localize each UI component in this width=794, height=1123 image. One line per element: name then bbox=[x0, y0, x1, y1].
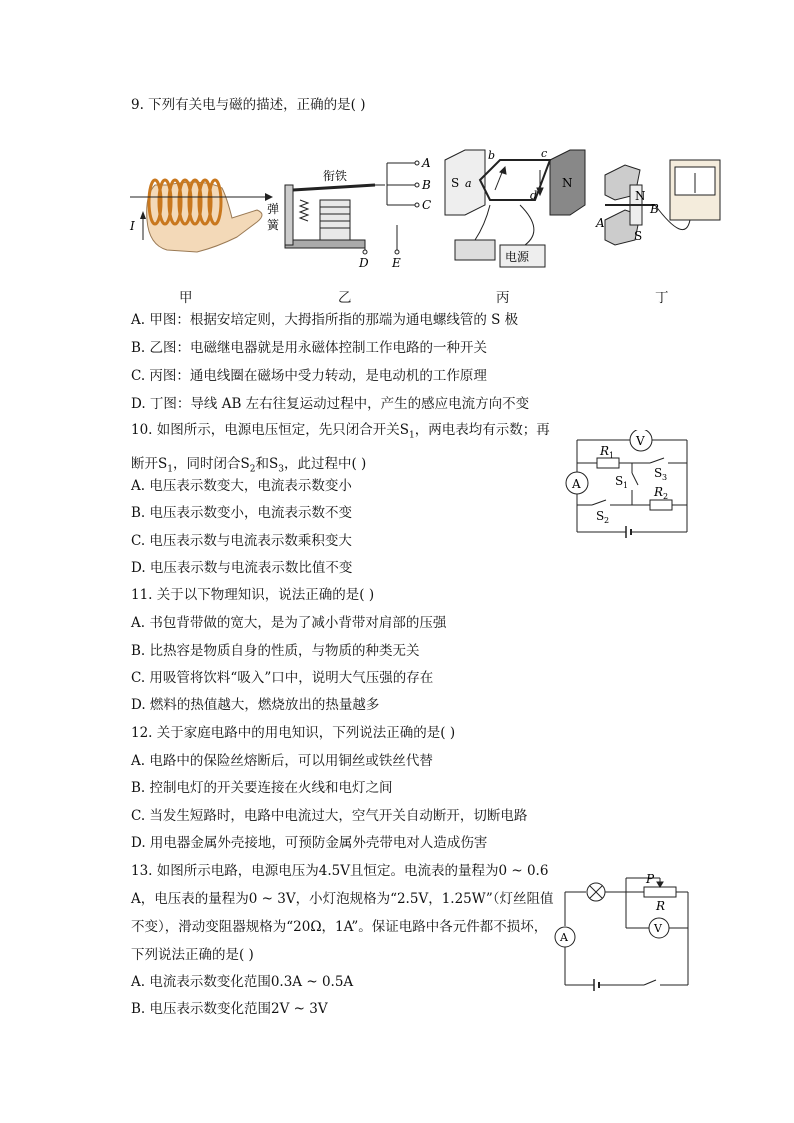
r1-label: R bbox=[600, 444, 610, 458]
ammeter-label: A bbox=[572, 477, 581, 491]
s1-label: S bbox=[615, 474, 624, 488]
q11-option-d: D. 燃料的热值越大，燃烧放出的热量越多 bbox=[131, 697, 380, 713]
q12-option-a: A. 电路中的保险丝熔断后，可以用铜丝或铁丝代替 bbox=[131, 753, 433, 769]
q10-stem: 10. 如图所示，电源电压恒定，先只闭合开关$S_1$，两电表均有示数；再断开$S_1$，同时闭合$S_2$和$S_3$，此过程中( ) bbox=[131, 422, 550, 475]
label-power: 电源 bbox=[505, 250, 530, 264]
svg-text:2: 2 bbox=[663, 492, 669, 501]
s3-label: S bbox=[654, 466, 663, 480]
label-I: I bbox=[130, 219, 135, 233]
label-D: D bbox=[359, 256, 369, 270]
caption-jia: 甲 bbox=[179, 290, 193, 306]
label-spring-2: 簧 bbox=[267, 218, 280, 232]
q10-option-d: D. 电压表示数与电流表示数比值不变 bbox=[131, 560, 353, 576]
label-A: A bbox=[422, 156, 431, 170]
svg-text:1: 1 bbox=[623, 481, 629, 490]
label-B: B bbox=[422, 178, 431, 192]
p-label: P bbox=[646, 872, 655, 886]
r-label: R bbox=[656, 899, 666, 913]
figure-ding bbox=[605, 160, 720, 245]
label-ding-B: B bbox=[650, 202, 659, 216]
caption-ding: 丁 bbox=[655, 290, 669, 306]
q10-option-a: A. 电压表示数变大，电流表示数变小 bbox=[131, 478, 352, 494]
label-S: S bbox=[451, 176, 460, 190]
q9-option-c: C. 丙图：通电线圈在磁场中受力转动，是电动机的工作原理 bbox=[131, 368, 487, 384]
q13-option-b: B. 电压表示数变化范围2V ~ 3V bbox=[131, 1001, 328, 1017]
r2-label: R bbox=[654, 485, 664, 499]
q12-stem: 12. 关于家庭电路中的用电知识，下列说法正确的是( ) bbox=[131, 725, 456, 741]
voltmeter-label: V bbox=[636, 434, 645, 448]
label-ding-A: A bbox=[596, 216, 605, 230]
q13-ammeter-label: A bbox=[560, 931, 568, 944]
q12-option-b: B. 控制电灯的开关要连接在火线和电灯之间 bbox=[131, 780, 393, 796]
q10-circuit bbox=[562, 430, 692, 540]
q13-stem: 13. 如图所示电路，电源电压为4.5V且恒定。电流表的量程为0 ~ 0.6 A，电压表的量程为0 ~ 3V，小灯泡规格为“2.5V，1.25W”（灯丝阻值不变），滑动变阻器规格为“20Ω，1A”。保证电路中各元件都不损坏，下列说法正确的是( ) bbox=[131, 863, 554, 963]
label-ding-S: S bbox=[634, 229, 643, 243]
q10-option-c: C. 电压表示数与电流表示数乘积变大 bbox=[131, 533, 352, 549]
label-C: C bbox=[422, 198, 432, 212]
q13-voltmeter-label: V bbox=[654, 922, 662, 935]
label-armature: 衔铁 bbox=[323, 169, 348, 183]
q11-option-b: B. 比热容是物质自身的性质，与物质的种类无关 bbox=[131, 643, 420, 659]
caption-bing: 丙 bbox=[496, 290, 510, 306]
label-d: d bbox=[530, 189, 538, 202]
q11-stem: 11. 关于以下物理知识，说法正确的是( ) bbox=[131, 587, 375, 603]
q9-option-d: D. 丁图：导线 AB 左右往复运动过程中，产生的感应电流方向不变 bbox=[131, 396, 530, 412]
q13-circuit bbox=[552, 870, 692, 995]
svg-text:3: 3 bbox=[662, 473, 668, 482]
figure-jia bbox=[129, 180, 273, 252]
caption-yi: 乙 bbox=[338, 290, 352, 306]
q13-option-a: A. 电流表示数变化范围0.3A ~ 0.5A bbox=[131, 974, 354, 990]
q12-option-c: C. 当发生短路时，电路中电流过大，空气开关自动断开，切断电路 bbox=[131, 808, 528, 824]
q12-option-d: D. 用电器金属外壳接地，可预防金属外壳带电对人造成伤害 bbox=[131, 835, 488, 851]
q9-stem: 9. 下列有关电与磁的描述，正确的是( ) bbox=[131, 97, 366, 113]
q9-figures bbox=[125, 145, 725, 275]
figure-yi bbox=[285, 161, 419, 254]
label-a: a bbox=[465, 177, 472, 190]
q11-option-c: C. 用吸管将饮料“吸入”口中，说明大气压强的存在 bbox=[131, 670, 434, 686]
q9-option-a: A. 甲图：根据安培定则，大拇指所指的那端为通电螺线管的 S 极 bbox=[131, 312, 519, 328]
label-c: c bbox=[541, 147, 548, 160]
label-E: E bbox=[392, 256, 401, 270]
label-b: b bbox=[488, 149, 496, 162]
q10-option-b: B. 电压表示数变小，电流表示数不变 bbox=[131, 505, 353, 521]
label-spring-1: 弹 bbox=[267, 202, 280, 216]
svg-text:2: 2 bbox=[604, 516, 610, 525]
q9-option-b: B. 乙图：电磁继电器就是用永磁体控制工作电路的一种开关 bbox=[131, 340, 488, 356]
s2-label: S bbox=[596, 509, 605, 523]
label-ding-N: N bbox=[635, 189, 646, 203]
label-N: N bbox=[562, 176, 573, 190]
q11-option-a: A. 书包背带做的宽大，是为了减小背带对肩部的压强 bbox=[131, 615, 447, 631]
svg-text:1: 1 bbox=[609, 451, 615, 460]
